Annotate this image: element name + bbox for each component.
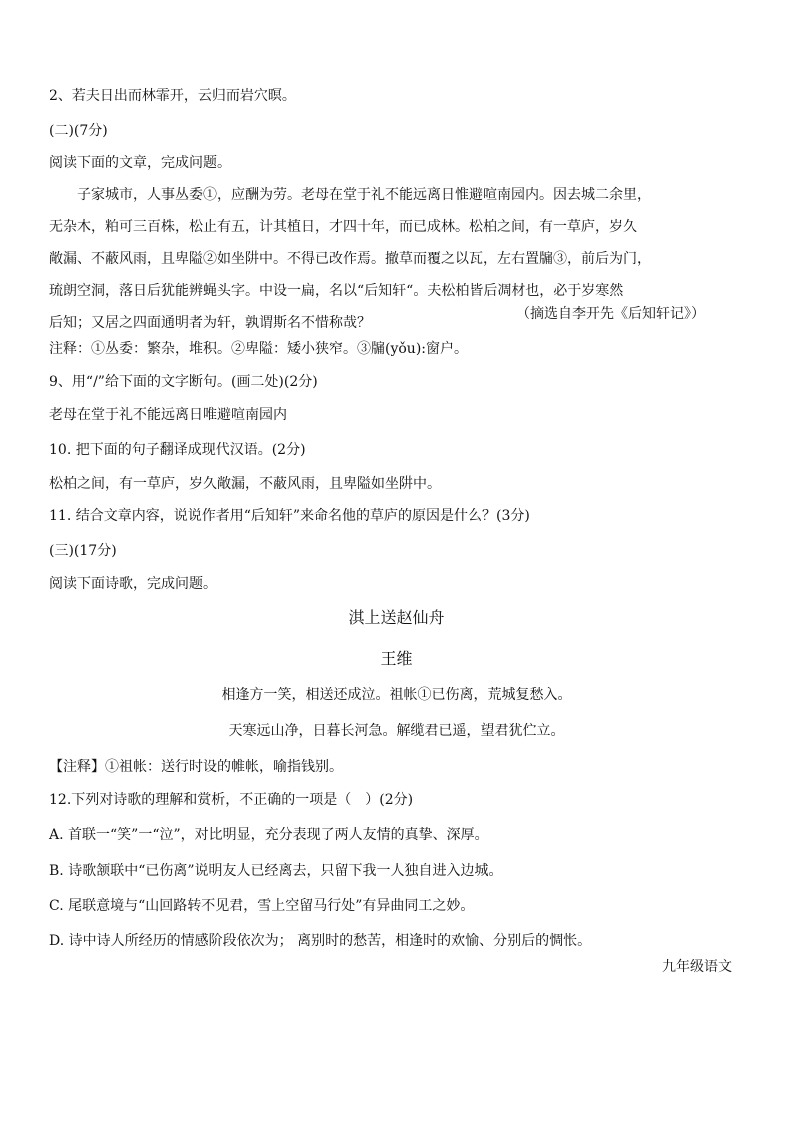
question-9-text: 老母在堂于礼不能远离日唯避喧南园内 xyxy=(49,407,287,423)
passage-note: 注释：①丛委：繁杂，堆积。②卑隘：矮小狭窄。③牖(yǒu):窗户。 xyxy=(49,341,468,357)
question-10-text: 松柏之间，有一草庐，岁久敞漏，不蔽风雨，且卑隘如坐阱中。 xyxy=(49,476,441,492)
passage-source: （摘选自李开先《后知轩记》） xyxy=(516,306,705,322)
question-2-line: 2、若夫日出而林霏开，云归而岩穴暝。 xyxy=(49,88,296,104)
poem-note: 【注释】①祖帐：送行时设的帷帐，喻指钱别。 xyxy=(49,759,343,775)
passage-line-4: 琉朗空洞，落日后犹能辨蝇头字。中设一扁，名以“后知轩“。夫松柏皆后凋材也，必于岁寒然 xyxy=(49,283,624,299)
footer-label: 九年级语文 xyxy=(662,959,732,975)
poem-title: 淇上送赵仙舟 xyxy=(348,608,445,627)
poem-line-2: 天寒远山净，日暮长河急。解缆君已遥，望君犹伫立。 xyxy=(228,723,565,739)
poem-line-1: 相逢方一笑，相送还成泣。祖帐①已伤离，荒城复愁入。 xyxy=(221,687,572,703)
option-b: B. 诗歌颔联中“已伤离”说明友人已经离去，只留下我一人独自进入边城。 xyxy=(49,863,503,879)
question-10: 10. 把下面的句子翻译成现代汉语。(2分) xyxy=(49,442,306,458)
question-9: 9、用“/”给下面的文字断句。(画二处)(2分) xyxy=(49,374,318,390)
option-a: A. 首联一“笑”一“泣”，对比明显，充分表现了两人友情的真挚、深厚。 xyxy=(49,827,489,843)
section-3-heading: (三)(17分) xyxy=(49,543,117,559)
question-11: 11. 结合文章内容，说说作者用“后知轩”来命名他的草庐的原因是什么？(3分) xyxy=(49,508,530,524)
section-3-instruction: 阅读下面诗歌，完成问题。 xyxy=(49,576,217,592)
section-2-heading: (二)(7分) xyxy=(49,123,108,139)
passage-line-3: 敞漏、不蔽风雨，且卑隘②如坐阱中。不得已改作焉。撤草而覆之以瓦，左右置牖③，前后为门， xyxy=(49,251,651,267)
section-2-instruction: 阅读下面的文章，完成问题。 xyxy=(49,155,231,171)
option-c: C. 尾联意境与“山回路转不见君，雪上空留马行处”有异曲同工之妙。 xyxy=(49,898,475,914)
question-12: 12.下列对诗歌的理解和赏析，不正确的一项是（ ）(2分) xyxy=(49,792,414,808)
passage-line-1: 子家城市，人事丛委①，应酬为劳。老母在堂于礼不能远离日惟避喧南园内。因去城二余里， xyxy=(49,187,651,203)
option-d: D. 诗中诗人所经历的情感阶段依次为； 离别时的愁苦，相逢时的欢愉、分别后的惆怅。 xyxy=(49,933,592,949)
passage-line-5: 后知；又居之四面通明者为轩，孰谓斯名不惜称哉？ xyxy=(49,315,371,331)
poem-author: 王维 xyxy=(380,649,413,668)
passage-line-2: 无杂木，粕可三百株，松止有五，计其植日，才四十年，而已成林。松柏之间，有一草庐，岁久 xyxy=(49,219,637,235)
